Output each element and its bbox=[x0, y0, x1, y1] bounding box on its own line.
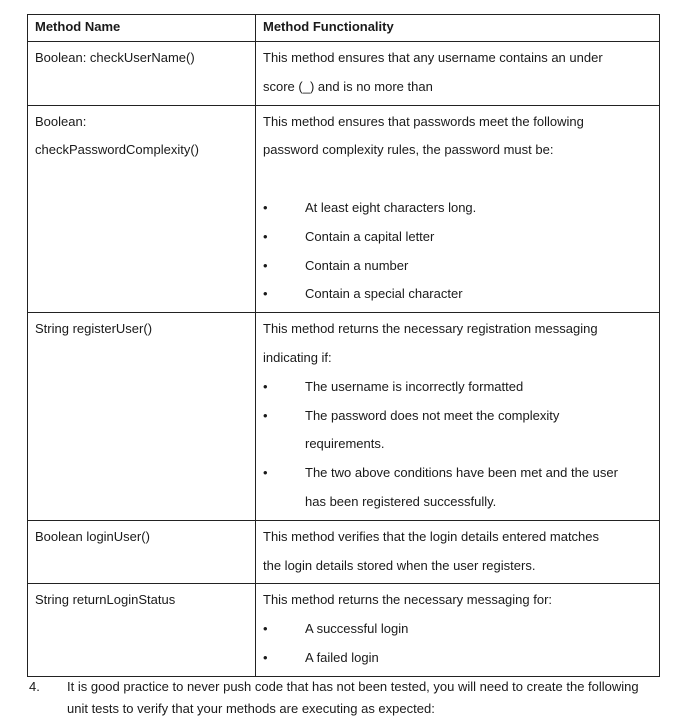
method-functionality-cell bbox=[256, 105, 660, 313]
method-functionality-cell bbox=[256, 520, 660, 584]
table-row bbox=[28, 105, 660, 313]
bullet-icon: • bbox=[263, 228, 268, 244]
method-name-text: Boolean: bbox=[35, 113, 87, 129]
method-description-text: This method verifies that the login details entered matches bbox=[263, 528, 600, 544]
method-functionality-cell bbox=[256, 584, 660, 676]
table-header-row bbox=[28, 15, 660, 42]
list-item-text: requirements. bbox=[305, 436, 385, 452]
bullet-icon: • bbox=[263, 465, 268, 481]
bullet-icon: • bbox=[263, 407, 268, 423]
method-description-text: score (_) and is no more than bbox=[263, 78, 433, 94]
method-description-text: This method returns the necessary messaging for: bbox=[263, 592, 553, 608]
method-name-text: Boolean: checkUserName() bbox=[35, 50, 195, 65]
blank-line bbox=[263, 165, 652, 194]
list-item-text: Contain a special character bbox=[305, 286, 463, 302]
table-row bbox=[28, 42, 660, 106]
method-description-text: This method ensures that any username contains an under bbox=[263, 50, 603, 65]
method-functionality-cell bbox=[256, 313, 660, 521]
bullet-list bbox=[263, 373, 652, 517]
method-name-text: Boolean loginUser() bbox=[35, 528, 150, 544]
method-description-text: This method returns the necessary registration messaging bbox=[263, 321, 598, 337]
list-item-text: A successful login bbox=[305, 621, 409, 637]
list-item bbox=[263, 644, 652, 673]
bullet-icon: • bbox=[263, 621, 268, 637]
list-item-text: Contain a capital letter bbox=[305, 228, 435, 244]
list-item bbox=[263, 373, 652, 402]
list-item-text: Contain a number bbox=[305, 257, 409, 273]
method-name-cell bbox=[28, 584, 256, 676]
method-name-text: String registerUser() bbox=[35, 321, 153, 337]
header-method-name: Method Name bbox=[28, 15, 256, 42]
list-item-text: The two above conditions have been met and the user bbox=[305, 465, 618, 481]
method-description-text: indicating if: bbox=[263, 349, 332, 365]
bullet-list bbox=[263, 615, 652, 673]
list-item-text: has been registered successfully. bbox=[305, 493, 497, 509]
list-item bbox=[263, 402, 652, 460]
bullet-icon: • bbox=[263, 378, 268, 394]
method-name-text: checkPasswordComplexity() bbox=[35, 142, 199, 158]
list-item bbox=[263, 615, 652, 644]
item-number: 4. bbox=[29, 679, 40, 694]
list-item bbox=[263, 280, 652, 309]
method-name-cell bbox=[28, 105, 256, 313]
list-item-text: The username is incorrectly formatted bbox=[305, 378, 524, 394]
item-text: It is good practice to never push code that has not been tested, you will need to create the following unit tests to verify that your methods are executing as expected: bbox=[67, 679, 639, 716]
table-row bbox=[28, 584, 660, 676]
list-item bbox=[263, 223, 652, 252]
method-name-cell bbox=[28, 42, 256, 106]
list-item bbox=[263, 194, 652, 223]
method-name-text: String returnLoginStatus bbox=[35, 592, 176, 608]
list-item-text: The password does not meet the complexity bbox=[305, 407, 560, 423]
method-name-cell bbox=[28, 520, 256, 584]
method-description-text: This method ensures that passwords meet the following bbox=[263, 113, 584, 129]
method-name-cell bbox=[28, 313, 256, 521]
method-description-text: the login details stored when the user registers. bbox=[263, 557, 536, 573]
table-row bbox=[28, 520, 660, 584]
method-functionality-cell bbox=[256, 42, 660, 106]
bullet-icon: • bbox=[263, 199, 268, 215]
bullet-icon: • bbox=[263, 257, 268, 273]
table-row bbox=[28, 313, 660, 521]
bullet-list bbox=[263, 194, 652, 309]
header-method-functionality: Method Functionality bbox=[256, 15, 660, 42]
list-item bbox=[263, 252, 652, 281]
bullet-icon: • bbox=[263, 649, 268, 665]
list-item bbox=[263, 459, 652, 517]
method-table bbox=[27, 14, 660, 677]
bullet-icon: • bbox=[263, 286, 268, 302]
list-item-text: At least eight characters long. bbox=[305, 199, 477, 215]
list-item-text: A failed login bbox=[305, 649, 379, 665]
method-description-text: password complexity rules, the password must be: bbox=[263, 142, 554, 158]
